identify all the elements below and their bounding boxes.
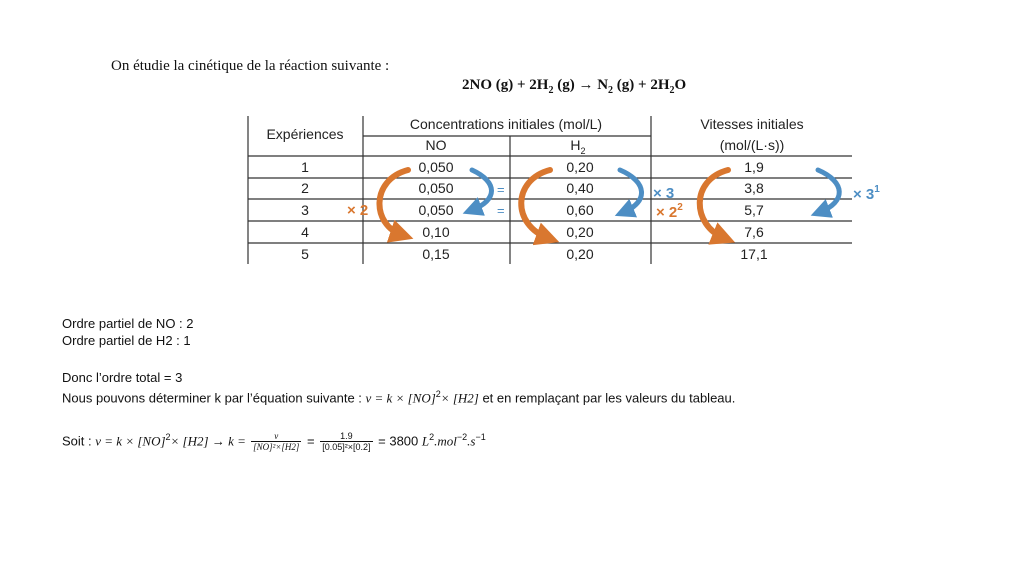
cell-no: 0,050 bbox=[418, 180, 454, 196]
soit-label: Soit : bbox=[62, 433, 96, 449]
fraction-1-num: v bbox=[251, 431, 301, 442]
fraction-1-den: [NO]²×[H2] bbox=[253, 442, 300, 453]
annotation-times2sq-base: × 2 bbox=[656, 204, 678, 221]
cell-v: 5,7 bbox=[744, 202, 764, 218]
fraction-2-num: 1.9 bbox=[320, 431, 372, 442]
soit-line bbox=[62, 424, 486, 454]
fraction-1 bbox=[251, 431, 301, 452]
header-h2 bbox=[570, 137, 585, 156]
cell-exp: 3 bbox=[301, 202, 309, 218]
reaction-subscript: 2 bbox=[608, 85, 614, 96]
header-vitesses-l2: (mol/(L·s)) bbox=[719, 137, 785, 153]
arrow-no-blue bbox=[472, 170, 492, 210]
annotation-times3: × 3 bbox=[653, 185, 675, 202]
arrow-v-orange bbox=[700, 170, 728, 238]
reaction-part: O bbox=[674, 77, 687, 93]
order-h2: Ordre partiel de H2 : 1 bbox=[62, 333, 191, 348]
equals-sign: = bbox=[303, 433, 319, 449]
header-h2-sub: 2 bbox=[580, 146, 586, 156]
reaction-part: (g) → N bbox=[553, 77, 609, 93]
cell-exp: 4 bbox=[301, 224, 309, 240]
annotation-times3pow-base: × 3 bbox=[853, 186, 875, 203]
annotation-equal: = bbox=[497, 182, 505, 197]
equation-v: v = k × [NO] bbox=[365, 390, 436, 406]
equation-h2: × [H2] bbox=[440, 390, 479, 406]
cell-h2: 0,60 bbox=[566, 202, 594, 218]
annotation-times3pow bbox=[853, 184, 880, 203]
order-block bbox=[62, 315, 194, 349]
header-no: NO bbox=[425, 137, 447, 153]
result-value: = 3800 bbox=[374, 433, 422, 449]
soit-eq2: × [H2] bbox=[170, 433, 212, 449]
fraction-2 bbox=[320, 431, 372, 452]
reaction-part: 2NO (g) + 2H bbox=[462, 77, 549, 93]
header-h2-base: H bbox=[570, 137, 581, 153]
cell-v: 17,1 bbox=[740, 246, 768, 262]
arrow-h2-orange bbox=[521, 170, 550, 238]
fraction-2-den: [0.05]²×[0.2] bbox=[322, 442, 371, 453]
equation-sup: 2 bbox=[435, 389, 441, 399]
cell-exp: 2 bbox=[301, 180, 309, 196]
arrow-no-orange bbox=[379, 170, 408, 235]
header-experiences: Expériences bbox=[266, 126, 344, 142]
unit-mol-exp: −2 bbox=[456, 432, 468, 442]
arrow-symbol: → bbox=[211, 433, 225, 449]
annotation-times2: × 2 bbox=[347, 202, 369, 219]
determine-line bbox=[62, 386, 735, 406]
reaction-subscript: 2 bbox=[548, 85, 554, 96]
unit-L: L bbox=[421, 433, 430, 449]
cell-v: 7,6 bbox=[744, 224, 764, 240]
annotation-equal: = bbox=[497, 203, 505, 218]
unit-s: .s bbox=[467, 433, 476, 449]
cell-exp: 5 bbox=[301, 246, 309, 262]
cell-no: 0,15 bbox=[422, 246, 450, 262]
order-total: Donc l’ordre total = 3 bbox=[62, 370, 183, 385]
arrow-h2-blue bbox=[620, 170, 642, 212]
cell-h2: 0,20 bbox=[566, 224, 594, 240]
soit-eq1: v = k × [NO] bbox=[95, 433, 166, 449]
cell-h2: 0,40 bbox=[566, 180, 594, 196]
intro-text: On étudie la cinétique de la réaction suivante : bbox=[111, 58, 390, 74]
determine-post: et en remplaçant par les valeurs du tableau. bbox=[478, 390, 736, 406]
cell-h2: 0,20 bbox=[566, 159, 594, 175]
reaction-part: (g) + 2H bbox=[613, 77, 670, 93]
annotation-times2sq bbox=[656, 202, 683, 221]
cell-no: 0,050 bbox=[418, 159, 454, 175]
unit-mol: .mol bbox=[434, 433, 457, 449]
unit-L-exp: 2 bbox=[429, 432, 435, 442]
total-block bbox=[62, 369, 735, 406]
reaction-subscript: 2 bbox=[669, 85, 675, 96]
cell-exp: 1 bbox=[301, 159, 309, 175]
header-concentrations: Concentrations initiales (mol/L) bbox=[409, 116, 603, 132]
determine-pre: Nous pouvons déterminer k par l’équation suivante : bbox=[62, 390, 366, 406]
arrow-v-blue bbox=[818, 170, 839, 212]
order-no: Ordre partiel de NO : 2 bbox=[62, 316, 194, 331]
cell-v: 3,8 bbox=[744, 180, 764, 196]
header-vitesses-l1: Vitesses initiales bbox=[700, 116, 804, 132]
annotation-times3pow-exp: 1 bbox=[874, 184, 880, 195]
cell-no: 0,050 bbox=[418, 202, 454, 218]
soit-sup: 2 bbox=[165, 432, 171, 442]
annotation-times2sq-exp: 2 bbox=[677, 202, 683, 213]
cell-no: 0,10 bbox=[422, 224, 450, 240]
cell-v: 1,9 bbox=[744, 159, 764, 175]
unit-s-exp: −1 bbox=[475, 432, 486, 442]
k-eq: k = bbox=[224, 433, 250, 449]
cell-h2: 0,20 bbox=[566, 246, 594, 262]
